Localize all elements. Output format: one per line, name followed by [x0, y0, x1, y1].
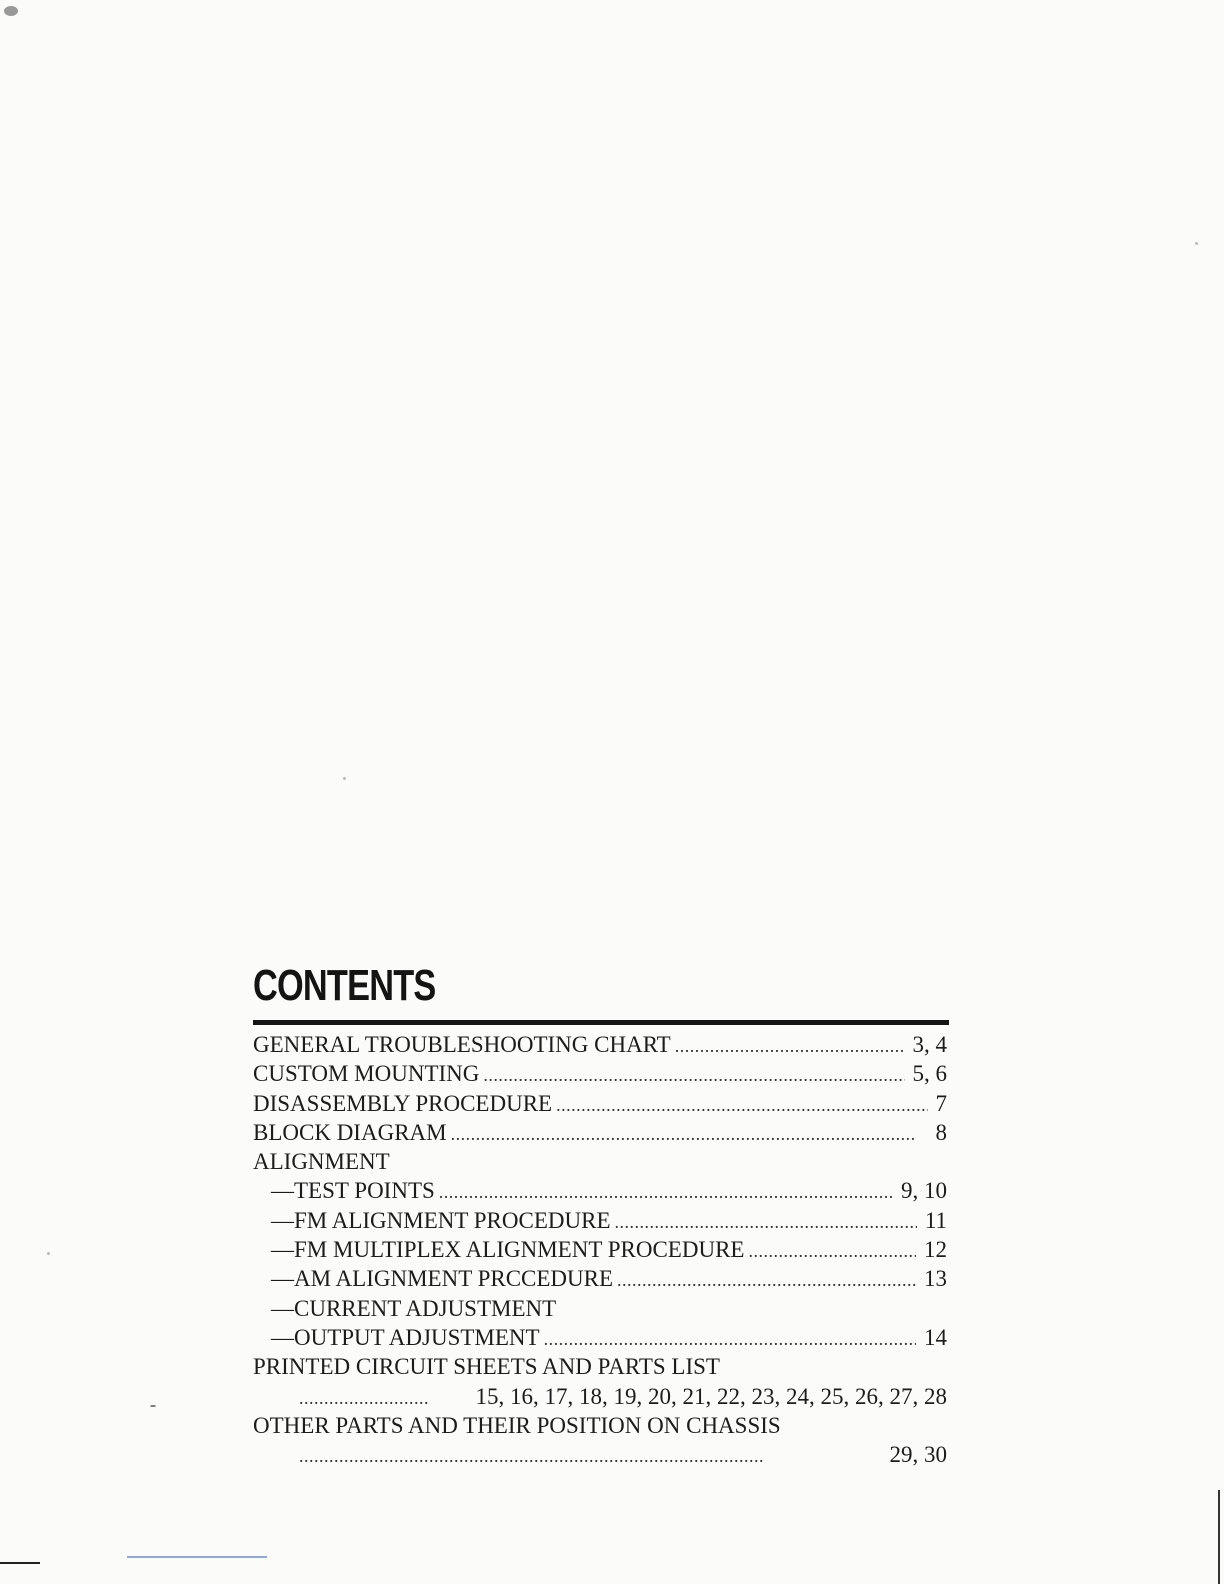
scan-speck	[1195, 242, 1198, 245]
toc-section-heading	[253, 1411, 947, 1440]
toc-entry-label: OTHER PARTS AND THEIR POSITION ON CHASSIS	[253, 1412, 781, 1438]
toc-entry-pages: 12	[924, 1237, 947, 1263]
toc-entry	[253, 1118, 947, 1147]
toc-entry-label: PRINTED CIRCUIT SHEETS AND PARTS LIST	[253, 1354, 720, 1380]
dot-leader	[299, 1442, 890, 1471]
toc-entry	[253, 1030, 947, 1059]
toc-entry-pages: 7	[935, 1090, 947, 1116]
dot-leader	[451, 1120, 928, 1149]
toc-subentry	[253, 1206, 947, 1235]
toc-entry-label: —FM MULTIPLEX ALIGNMENT PROCEDURE	[271, 1237, 745, 1263]
toc-entry	[253, 1059, 947, 1088]
toc-entry-label: ALIGNMENT	[253, 1149, 390, 1175]
toc-entry-label: DISASSEMBLY PROCEDURE	[253, 1090, 553, 1116]
toc-entry-label: BLOCK DIAGRAM	[253, 1119, 447, 1145]
toc-section-heading	[253, 1352, 947, 1381]
dot-leader	[617, 1266, 916, 1295]
scan-speck	[4, 6, 18, 16]
dot-leader	[615, 1208, 917, 1237]
toc-entry-pages: 15, 16, 17, 18, 19, 20, 21, 22, 23, 24, 25, 26, 27, 28	[475, 1383, 947, 1409]
toc-entry-pages: 29, 30	[889, 1442, 947, 1468]
bottom-blue-line	[127, 1556, 267, 1558]
dot-leader	[556, 1091, 927, 1120]
toc-entry	[253, 1089, 947, 1118]
toc-entry-pages: 3, 4	[912, 1032, 947, 1057]
toc-section-heading	[253, 1147, 947, 1176]
toc-entry-label: —OUTPUT ADJUSTMENT	[271, 1324, 540, 1350]
toc-entry-label: —AM ALIGNMENT PRCCEDURE	[271, 1266, 614, 1292]
toc-pages-line	[253, 1440, 947, 1469]
toc-subentry	[253, 1294, 947, 1323]
scan-speck	[150, 1405, 156, 1407]
toc-subentry	[253, 1176, 947, 1205]
dot-leader	[748, 1237, 916, 1266]
toc-entry-label: GENERAL TROUBLESHOOTING CHART	[253, 1032, 671, 1057]
toc-subentry	[253, 1264, 947, 1293]
table-of-contents	[253, 1030, 947, 1469]
corner-mark	[0, 1562, 40, 1564]
dot-leader	[675, 1032, 905, 1061]
toc-pages-line	[253, 1382, 947, 1411]
toc-subentry	[253, 1235, 947, 1264]
toc-entry-pages: 9, 10	[901, 1178, 947, 1204]
toc-entry-label: CUSTOM MOUNTING	[253, 1061, 480, 1087]
toc-entry-label: —CURRENT ADJUSTMENT	[271, 1295, 557, 1321]
dot-leader	[439, 1178, 893, 1207]
toc-entry-label: —FM ALIGNMENT PROCEDURE	[271, 1207, 611, 1233]
toc-subentry	[253, 1323, 947, 1352]
toc-entry-pages: 13	[924, 1266, 947, 1292]
scan-speck	[47, 1252, 50, 1255]
page-edge-mark	[1218, 1490, 1220, 1584]
dot-leader	[483, 1061, 904, 1090]
dot-leader	[299, 1384, 429, 1413]
scan-speck	[343, 777, 346, 780]
dot-leader	[544, 1325, 916, 1354]
heading-rule	[253, 1020, 949, 1025]
contents-heading: CONTENTS	[253, 961, 436, 1010]
toc-entry-pages: 8	[935, 1119, 947, 1145]
toc-entry-pages: 11	[924, 1207, 947, 1233]
toc-entry-pages: 14	[924, 1324, 947, 1350]
toc-entry-pages: 5, 6	[912, 1061, 947, 1087]
toc-entry-label: —TEST POINTS	[271, 1178, 435, 1204]
